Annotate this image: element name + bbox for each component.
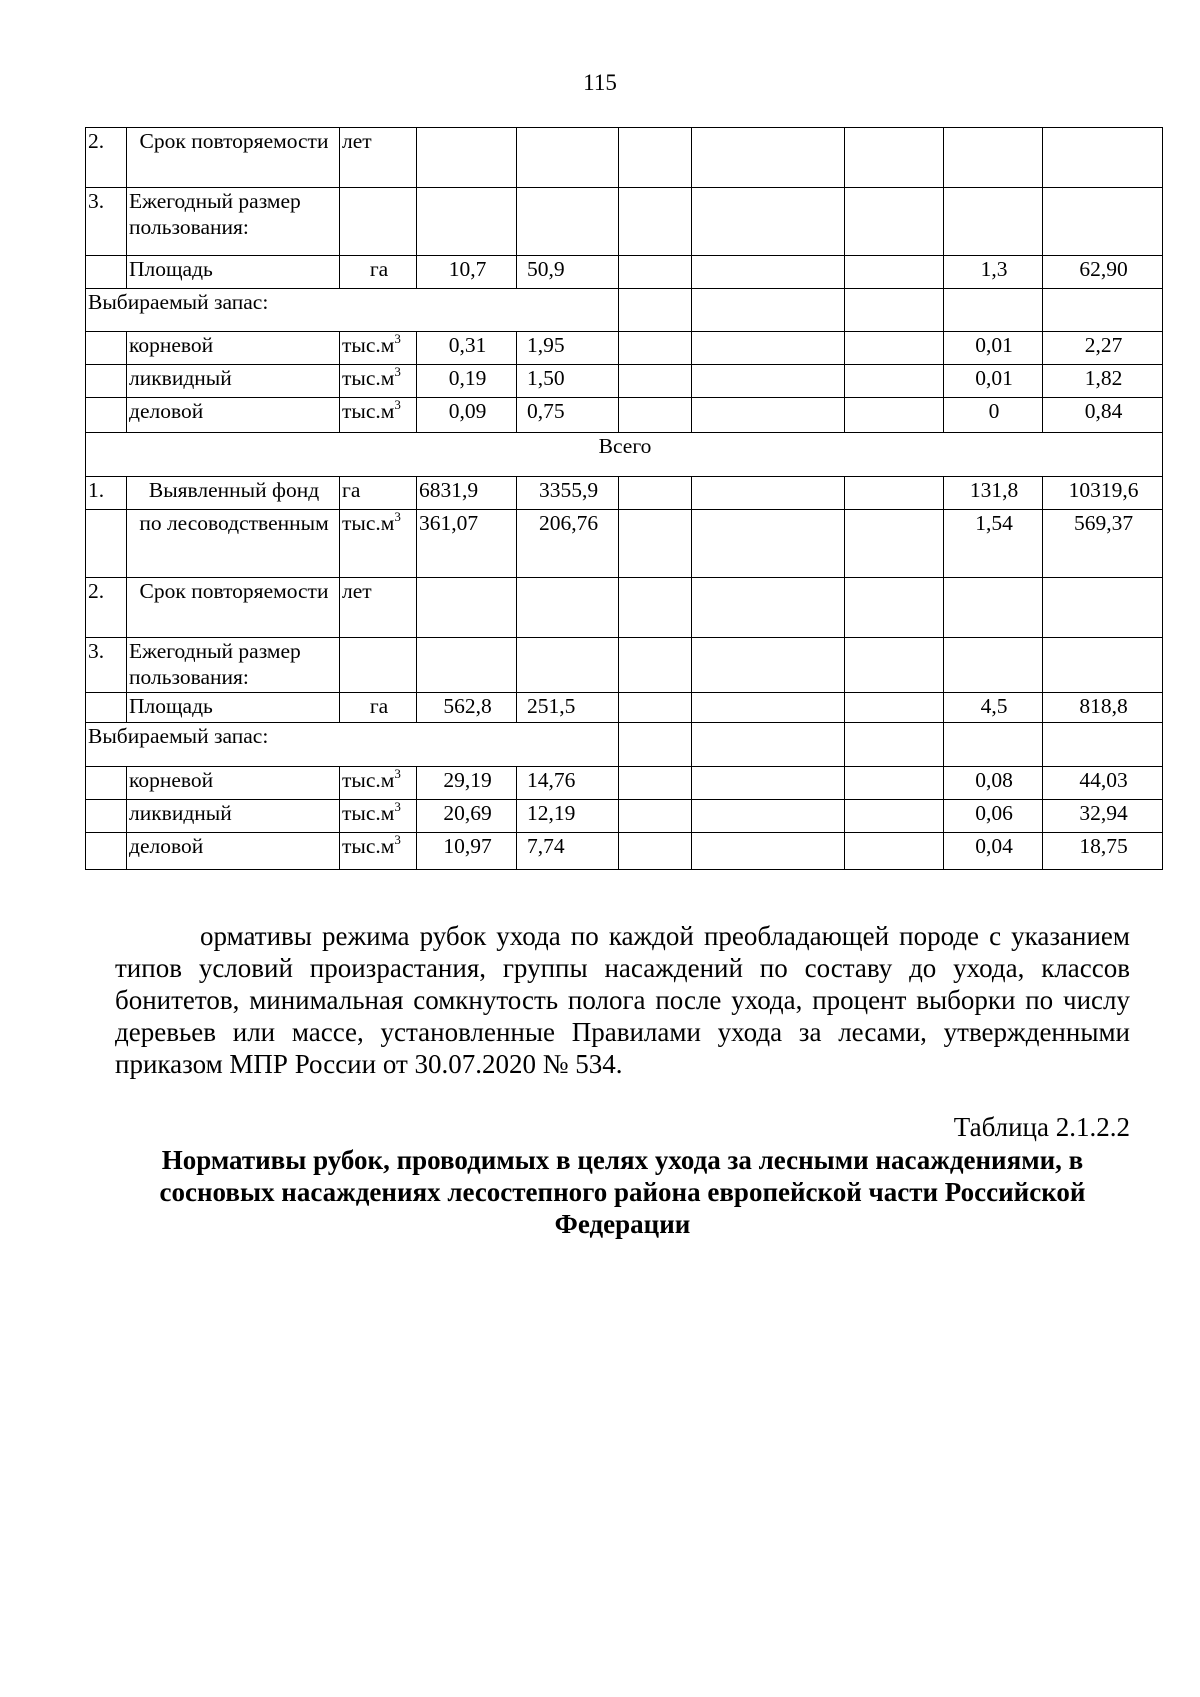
unit-exponent: 3 <box>394 364 401 379</box>
table-row <box>86 510 1163 578</box>
section-header: Всего <box>86 433 1163 477</box>
value-cell: 0,84 <box>1043 398 1163 433</box>
table-row <box>86 638 1163 693</box>
unit-cell: га <box>340 693 417 723</box>
row-number: 2. <box>86 578 127 638</box>
value-cell: 562,8 <box>417 693 517 723</box>
table-row <box>86 578 1163 638</box>
row-label: по лесоводственным <box>127 510 340 578</box>
unit-exponent: 3 <box>394 331 401 346</box>
value-cell: 1,95 <box>517 332 619 365</box>
data-table <box>85 127 1163 870</box>
value-cell: 0,01 <box>944 332 1043 365</box>
row-label: корневой <box>127 767 340 800</box>
value-cell: 1,54 <box>944 510 1043 578</box>
row-label: Выбираемый запас: <box>86 723 619 767</box>
value-cell: 206,76 <box>517 510 619 578</box>
table-caption-number: Таблица 2.1.2.2 <box>953 1112 1130 1142</box>
table-row <box>86 723 1163 767</box>
table-row <box>86 289 1163 332</box>
value-cell: 131,8 <box>944 477 1043 510</box>
table-row <box>86 833 1163 870</box>
value-cell: 14,76 <box>517 767 619 800</box>
table-row <box>86 477 1163 510</box>
row-label: Площадь <box>127 693 340 723</box>
row-label: корневой <box>127 332 340 365</box>
table-row <box>86 365 1163 398</box>
value-cell: 18,75 <box>1043 833 1163 870</box>
unit-cell: тыс.м <box>342 399 395 423</box>
value-cell: 0,06 <box>944 800 1043 833</box>
unit-exponent: 3 <box>394 832 401 847</box>
value-cell: 3355,9 <box>517 477 619 510</box>
unit-exponent: 3 <box>394 509 401 524</box>
row-label: Выбираемый запас: <box>86 289 619 332</box>
row-label: Срок повторяемости <box>127 128 340 188</box>
table-row <box>86 398 1163 433</box>
table-row <box>86 767 1163 800</box>
value-cell: 0,04 <box>944 833 1043 870</box>
value-cell: 818,8 <box>1043 693 1163 723</box>
row-label: ликвидный <box>127 800 340 833</box>
unit-cell: тыс.м <box>342 801 395 825</box>
value-cell: 44,03 <box>1043 767 1163 800</box>
table-row <box>86 332 1163 365</box>
value-cell: 50,9 <box>517 256 619 289</box>
table-row <box>86 256 1163 289</box>
unit-cell: га <box>340 256 417 289</box>
value-cell: 1,3 <box>944 256 1043 289</box>
value-cell: 10,97 <box>417 833 517 870</box>
row-number: 3. <box>86 188 127 256</box>
unit-cell: тыс.м <box>342 834 395 858</box>
value-cell: 10,7 <box>417 256 517 289</box>
value-cell: 2,27 <box>1043 332 1163 365</box>
row-label: Срок повторяемости <box>127 578 340 638</box>
row-label: Ежегодный размер пользования: <box>127 638 340 693</box>
value-cell: 0,01 <box>944 365 1043 398</box>
value-cell: 4,5 <box>944 693 1043 723</box>
table-title: Нормативы рубок, проводимых в целях ухода за лесными насаждениями, в сосновых насаждениях лесостепного района европейской части Российской Федерации <box>159 1145 1086 1239</box>
unit-cell: га <box>340 477 417 510</box>
value-cell: 0,19 <box>417 365 517 398</box>
body-paragraph: ормативы режима рубок ухода по каждой преобладающей породе с указанием типов условий произрастания, группы насаждений по составу до ухода, классов бонитетов, минимальная сомкнутость полога после ухода, процент выборки по числу деревьев или массе, установленные Правилами ухода за лесами, утвержденными приказом МПР России от 30.07.2020 № 534. <box>115 921 1130 1079</box>
row-label: Ежегодный размер пользования: <box>127 188 340 256</box>
unit-cell: лет <box>340 128 417 188</box>
table-row <box>86 800 1163 833</box>
value-cell: 1,82 <box>1043 365 1163 398</box>
value-cell: 1,50 <box>517 365 619 398</box>
value-cell: 6831,9 <box>417 477 517 510</box>
value-cell: 32,94 <box>1043 800 1163 833</box>
value-cell: 12,19 <box>517 800 619 833</box>
row-number: 3. <box>86 638 127 693</box>
unit-exponent: 3 <box>394 397 401 412</box>
value-cell: 20,69 <box>417 800 517 833</box>
unit-cell: тыс.м <box>342 333 395 357</box>
value-cell: 0 <box>944 398 1043 433</box>
row-number: 2. <box>86 128 127 188</box>
unit-exponent: 3 <box>394 799 401 814</box>
value-cell: 361,07 <box>417 510 517 578</box>
table-row <box>86 693 1163 723</box>
value-cell: 62,90 <box>1043 256 1163 289</box>
row-label: ликвидный <box>127 365 340 398</box>
unit-exponent: 3 <box>394 766 401 781</box>
row-label: Выявленный фонд <box>127 477 340 510</box>
row-label: деловой <box>127 398 340 433</box>
value-cell: 0,08 <box>944 767 1043 800</box>
value-cell: 0,75 <box>517 398 619 433</box>
unit-cell: тыс.м <box>342 511 395 535</box>
table-row <box>86 188 1163 256</box>
unit-cell: лет <box>340 578 417 638</box>
value-cell: 7,74 <box>517 833 619 870</box>
row-number: 1. <box>86 477 127 510</box>
page-number: 115 <box>583 70 617 95</box>
unit-cell: тыс.м <box>342 366 395 390</box>
row-label: деловой <box>127 833 340 870</box>
value-cell: 10319,6 <box>1043 477 1163 510</box>
value-cell: 569,37 <box>1043 510 1163 578</box>
unit-cell: тыс.м <box>342 768 395 792</box>
value-cell: 251,5 <box>517 693 619 723</box>
row-label: Площадь <box>127 256 340 289</box>
value-cell: 0,09 <box>417 398 517 433</box>
table-row <box>86 433 1163 477</box>
value-cell: 0,31 <box>417 332 517 365</box>
table-row <box>86 128 1163 188</box>
value-cell: 29,19 <box>417 767 517 800</box>
